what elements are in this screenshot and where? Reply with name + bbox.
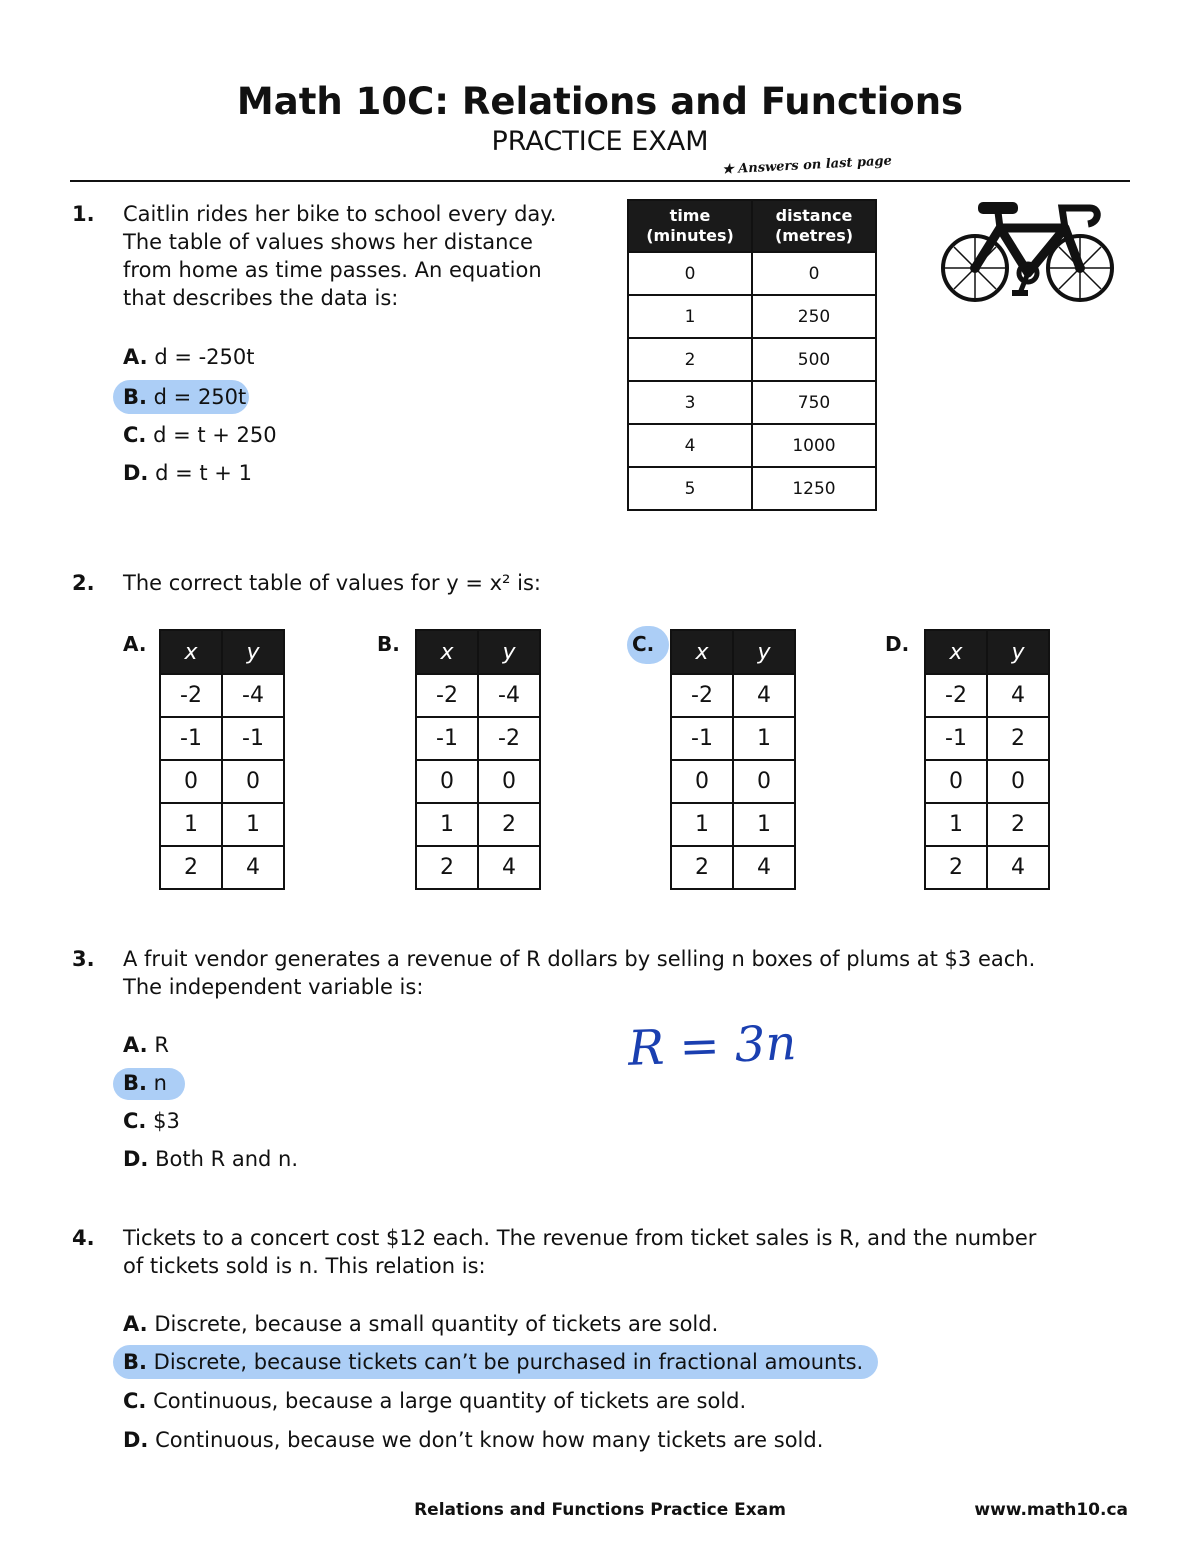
table-cell: 2 <box>987 803 1049 846</box>
table-cell: 1 <box>222 803 284 846</box>
q2-option-d-label[interactable]: D. <box>885 632 910 656</box>
table-cell: 250 <box>752 295 876 338</box>
q3-option-d[interactable]: D. Both R and n. <box>123 1147 299 1171</box>
table-cell: -1 <box>925 717 987 760</box>
table-cell: 4 <box>478 846 540 889</box>
table-cell: 2 <box>160 846 222 889</box>
table-cell: 1 <box>671 803 733 846</box>
header-divider <box>70 180 1130 182</box>
table-cell: 5 <box>628 467 752 510</box>
table-cell: 1 <box>733 803 795 846</box>
question-4-number: 4. <box>72 1226 95 1250</box>
table-cell: 2 <box>671 846 733 889</box>
footer-title: Relations and Functions Practice Exam <box>414 1500 786 1520</box>
table-cell: 0 <box>987 760 1049 803</box>
table-cell: 0 <box>628 252 752 295</box>
table-header: y <box>987 630 1049 674</box>
table-cell: 1 <box>925 803 987 846</box>
table-cell: 2 <box>925 846 987 889</box>
table-header: distance (metres) <box>752 200 876 252</box>
table-header: y <box>222 630 284 674</box>
table-cell: 1250 <box>752 467 876 510</box>
table-cell: 0 <box>416 760 478 803</box>
q1-option-d[interactable]: D. d = t + 1 <box>123 461 252 485</box>
table-header: x <box>160 630 222 674</box>
q1-option-b[interactable]: B. d = 250t <box>123 385 247 409</box>
table-cell: 4 <box>987 846 1049 889</box>
table-cell: -1 <box>671 717 733 760</box>
question-4-text: Tickets to a concert cost $12 each. The revenue from ticket sales is R, and the number of tickets sold is n. This relation is: <box>123 1226 1037 1278</box>
q4-option-b[interactable]: B. Discrete, because tickets can’t be purchased in fractional amounts. <box>123 1350 864 1374</box>
table-header: time (minutes) <box>628 200 752 252</box>
q4-option-d[interactable]: D. Continuous, because we don’t know how many tickets are sold. <box>123 1428 824 1452</box>
q1-option-a[interactable]: A. d = -250t <box>123 345 255 369</box>
q2-table-d[interactable] <box>924 629 1050 890</box>
q3-option-c[interactable]: C. $3 <box>123 1109 180 1133</box>
table-cell: 1 <box>160 803 222 846</box>
q2-table-c[interactable] <box>670 629 796 890</box>
table-cell: -4 <box>478 674 540 717</box>
table-cell: -2 <box>925 674 987 717</box>
table-cell: -4 <box>222 674 284 717</box>
question-3-number: 3. <box>72 947 95 971</box>
q2-table-a[interactable] <box>159 629 285 890</box>
question-3-text: A fruit vendor generates a revenue of R dollars by selling n boxes of plums at $3 each. The independent variable is: <box>123 947 1036 999</box>
table-cell: 4 <box>733 674 795 717</box>
table-cell: -1 <box>416 717 478 760</box>
table-header: x <box>416 630 478 674</box>
table-header: x <box>671 630 733 674</box>
table-cell: -2 <box>160 674 222 717</box>
q2-option-b-label[interactable]: B. <box>377 632 400 656</box>
bicycle-icon <box>940 198 1120 308</box>
table-cell: 4 <box>987 674 1049 717</box>
table-cell: -2 <box>671 674 733 717</box>
table-cell: 500 <box>752 338 876 381</box>
table-cell: 0 <box>925 760 987 803</box>
question-1-number: 1. <box>72 202 95 226</box>
table-cell: 2 <box>416 846 478 889</box>
table-cell: 0 <box>733 760 795 803</box>
table-cell: 1 <box>628 295 752 338</box>
table-cell: 0 <box>160 760 222 803</box>
table-cell: 1 <box>733 717 795 760</box>
table-cell: 2 <box>628 338 752 381</box>
page-title: Math 10C: Relations and Functions <box>236 80 964 123</box>
q1-time-distance-table <box>627 199 877 511</box>
table-cell: 0 <box>671 760 733 803</box>
q2-table-b[interactable] <box>415 629 541 890</box>
q3-option-a[interactable]: A. R <box>123 1033 169 1057</box>
table-header: y <box>733 630 795 674</box>
table-cell: 4 <box>733 846 795 889</box>
q4-option-c[interactable]: C. Continuous, because a large quantity of tickets are sold. <box>123 1389 747 1413</box>
page-subtitle: PRACTICE EXAM <box>491 126 709 157</box>
table-cell: 1000 <box>752 424 876 467</box>
table-cell: 2 <box>987 717 1049 760</box>
table-cell: 1 <box>416 803 478 846</box>
table-cell: 0 <box>752 252 876 295</box>
table-cell: 750 <box>752 381 876 424</box>
q3-option-b[interactable]: B. n <box>123 1071 167 1095</box>
q2-option-c-label[interactable]: C. <box>632 632 655 656</box>
table-cell: 0 <box>222 760 284 803</box>
table-cell: 0 <box>478 760 540 803</box>
table-cell: 2 <box>478 803 540 846</box>
footer-website-link[interactable]: www.math10.ca <box>974 1500 1128 1520</box>
question-2-text: The correct table of values for y = x² is: <box>123 571 541 595</box>
handwritten-equation: R = 3n <box>627 1015 798 1077</box>
q1-option-c[interactable]: C. d = t + 250 <box>123 423 277 447</box>
table-cell: -2 <box>416 674 478 717</box>
table-header: y <box>478 630 540 674</box>
q4-option-a[interactable]: A. Discrete, because a small quantity of tickets are sold. <box>123 1312 719 1336</box>
handwritten-note: ★ Answers on last page <box>721 153 893 178</box>
question-2-number: 2. <box>72 571 95 595</box>
table-cell: -1 <box>222 717 284 760</box>
table-cell: 3 <box>628 381 752 424</box>
table-cell: 4 <box>628 424 752 467</box>
question-1-text: Caitlin rides her bike to school every day. The table of values shows her distance from home as time passes. An equation that describes the data is: <box>123 202 557 310</box>
table-header: x <box>925 630 987 674</box>
q2-option-a-label[interactable]: A. <box>123 632 147 656</box>
table-cell: -1 <box>160 717 222 760</box>
table-cell: -2 <box>478 717 540 760</box>
table-cell: 4 <box>222 846 284 889</box>
